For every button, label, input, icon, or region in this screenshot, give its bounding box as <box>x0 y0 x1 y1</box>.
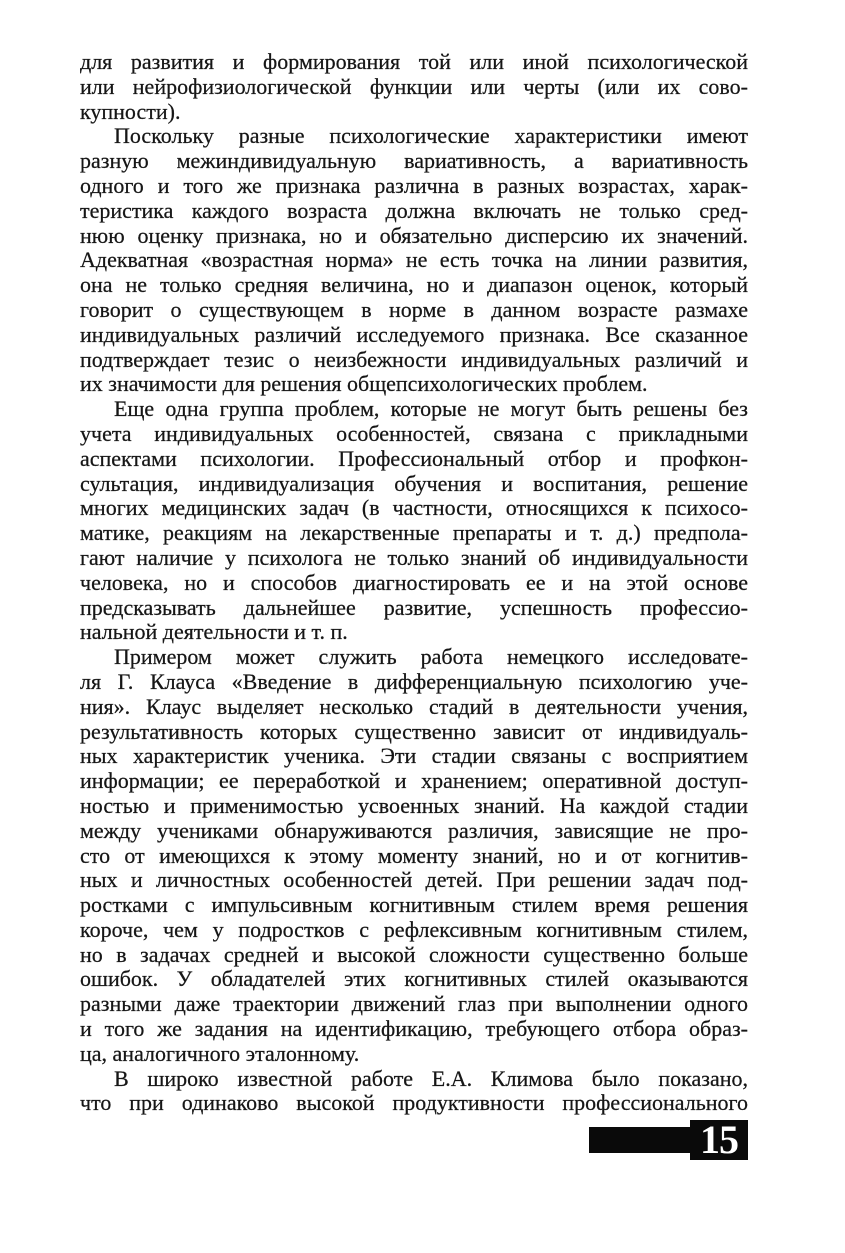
text-line: она не только средняя величина, но и диапазон оценок, который <box>80 273 748 298</box>
text-line: ных и личностных особенностей детей. При решении задач под- <box>80 868 748 893</box>
text-line: ностью и применимостью усвоенных знаний. На каждой стадии <box>80 793 748 818</box>
text-line: индивидуальных различий исследуемого признака. Все сказанное <box>80 322 748 347</box>
text-line: нальной деятельности и т. п. <box>80 620 348 645</box>
text-line: ных характеристик ученика. Эти стадии связаны с восприятием <box>80 744 748 769</box>
text-line: между учениками обнаруживаются различия, зависящие не про- <box>80 818 748 843</box>
text-line: купности). <box>80 99 181 124</box>
text-line: ния». Клаус выделяет несколько стадий в деятельности учения, <box>80 694 748 719</box>
text-line: сто от имеющихся к этому моменту знаний, но и от когнитив- <box>80 843 748 868</box>
text-line: что при одинаково высокой продуктивности профессионального <box>80 1091 748 1116</box>
text-line: В широко известной работе Е.А. Климова было показано, <box>114 1066 748 1091</box>
page-text-body <box>80 50 748 1116</box>
text-line: ростками с импульсивным когнитивным стилем время решения <box>80 893 748 918</box>
paragraph <box>80 397 748 645</box>
text-line: Адекватная «возрастная норма» не есть точка на линии развития, <box>80 248 748 273</box>
text-line: Еще одна группа проблем, которые не могут быть решены без <box>114 397 748 422</box>
paragraph-continuation <box>80 50 748 124</box>
text-line: предсказывать дальнейшее развитие, успешность профессио- <box>80 595 748 620</box>
text-line: ля Г. Клауса «Введение в дифференциальную психологию уче- <box>80 669 748 694</box>
text-line: информации; ее переработкой и хранением; оперативной доступ- <box>80 769 748 794</box>
text-line: ошибок. У обладателей этих когнитивных стилей оказываются <box>80 967 748 992</box>
text-line: подтверждает тезис о неизбежности индивидуальных различий и <box>80 347 748 372</box>
page-number-bar <box>589 1127 692 1153</box>
text-line: одного и того же признака различна в разных возрастах, харак- <box>80 173 748 198</box>
text-line: разными даже траектории движений глаз при выполнении одного <box>80 992 748 1017</box>
text-line: учета индивидуальных особенностей, связана с прикладными <box>80 421 748 446</box>
paragraph <box>80 124 748 397</box>
text-line: разную межиндивидуальную вариативность, а вариативность <box>80 149 748 174</box>
text-line: аспектами психологии. Профессиональный отбор и профкон- <box>80 446 748 471</box>
paragraph <box>80 1067 748 1117</box>
text-line: но в задачах средней и высокой сложности существенно больше <box>80 942 748 967</box>
text-line: сультация, индивидуализация обучения и воспитания, решение <box>80 471 748 496</box>
text-line: результативность которых существенно зависит от индивидуаль- <box>80 719 748 744</box>
text-line: их значимости для решения общепсихологических проблем. <box>80 372 648 397</box>
paragraph <box>80 645 748 1067</box>
text-line: Примером может служить работа немецкого исследовате- <box>114 645 748 670</box>
text-line: гают наличие у психолога не только знаний об индивидуальности <box>80 545 748 570</box>
text-line: и того же задания на идентификацию, требующего отбора образ- <box>80 1017 748 1042</box>
text-line: многих медицинских задач (в частности, относящихся к психосо- <box>80 496 748 521</box>
text-line: матике, реакциям на лекарственные препараты и т. д.) предпола- <box>80 521 748 546</box>
text-line: нюю оценку признака, но и обязательно дисперсию их значений. <box>80 223 748 248</box>
text-line: человека, но и способов диагностировать ее и на этой основе <box>80 570 748 595</box>
page-number: 15 <box>690 1120 748 1160</box>
text-line: ца, аналогичного эталонному. <box>80 1041 360 1066</box>
text-line: или нейрофизиологической функции или черты (или их сово- <box>80 74 748 99</box>
text-line: Поскольку разные психологические характеристики имеют <box>114 124 748 149</box>
text-line: говорит о существующем в норме в данном возрасте размахе <box>80 297 748 322</box>
text-line: для развития и формирования той или иной психологической <box>80 50 748 74</box>
text-line: короче, чем у подростков с рефлексивным когнитивным стилем, <box>80 917 748 942</box>
text-line: теристика каждого возраста должна включать не только сред- <box>80 198 748 223</box>
